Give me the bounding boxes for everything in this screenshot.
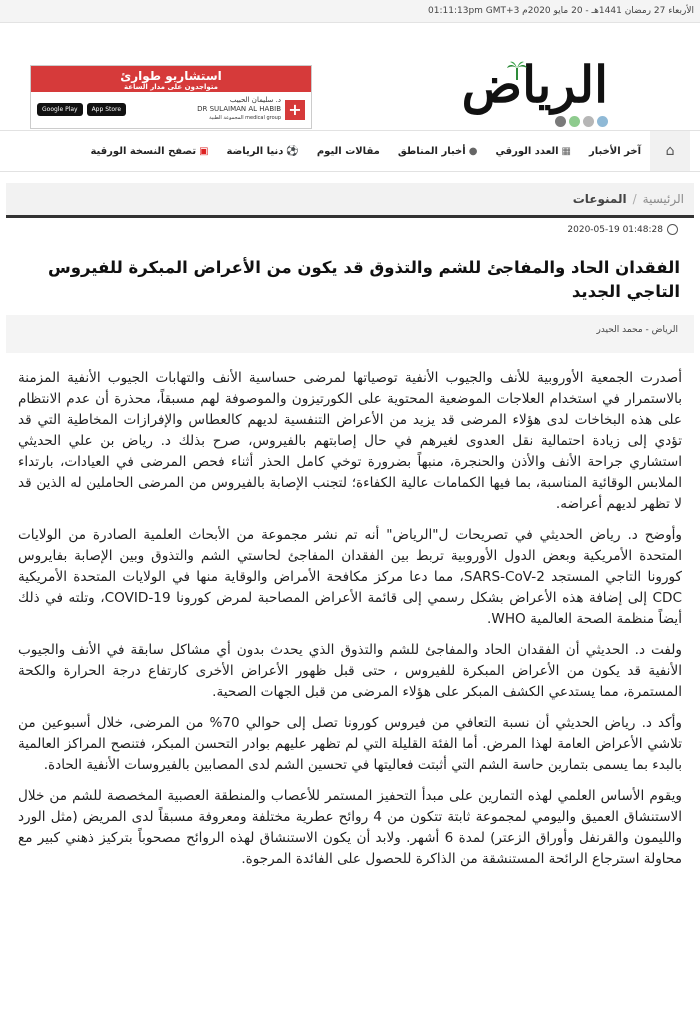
article-paragraph: ولفت د. الحديثي أن الفقدان الحاد والمفاجئ للشم والتذوق الذي يحدث بدون أي مشاكل سابقة في الأنف والجيوب الأنفية قد يكون من الأعراض المبكرة للفيروس ، حتى قبل ظهور الأعراض الأخرى كارتفاع درجة الحرارة والكحة المستمرة، مما يستدعي الكشف المبكر على هؤلاء المرضى من قبل الجهات الصحية. bbox=[18, 642, 682, 700]
clock-icon bbox=[667, 224, 678, 235]
app-store-badge[interactable]: App Store bbox=[87, 103, 127, 116]
home-icon[interactable]: ⌂ bbox=[650, 131, 690, 171]
hospital-name bbox=[197, 96, 281, 123]
google-play-badge[interactable]: Google Play bbox=[37, 103, 83, 116]
site-logo[interactable]: الرياض bbox=[461, 55, 608, 114]
article-paragraph: ويقوم الأساس العلمي لهذه التمارين على مبدأ التحفيز المستمر للأعصاب والمنطقة العصبية المخصصة للشم من خلال الاستنشاق العميق واليومي لمجموعة ثابتة تتكون من 4 روائح عطرية مختلفة ومعروفة مسبقاً لدى المريض (مثل الورد والليمون والقرنفل وأوراق الزعتر) لمدة 6 أشهر. ولابد أن يكون الاستنشاق لهذه الروائح مصحوباً بتركيز ذهني كبير مع محاولة استرجاع الرائحة المستنشقة من الذاكرة للحصول على الفائدة المرجوة. bbox=[18, 788, 683, 867]
medical-cross-icon: + bbox=[285, 100, 305, 120]
hospital-brand bbox=[197, 96, 305, 123]
top-date-bar bbox=[0, 0, 700, 23]
ad-subtitle: متواجدون على مدار الساعة bbox=[123, 83, 219, 91]
nav-item-latest-news[interactable] bbox=[580, 146, 650, 157]
article-date-text: 2020-05-19 01:48:28 bbox=[567, 224, 663, 235]
theme-dot-icon[interactable] bbox=[569, 116, 580, 127]
ad-banner bbox=[31, 66, 311, 92]
article-paragraph: وأكد د. رياض الحديثي أن نسبة التعافي من فيروس كورونا تصل إلى حوالي 70% من المرضى، خلال أسبوعين من تلاشي الأعراض العامة لهذا المرض. أما الفئة القليلة التي لم تظهر عليهم بوادر التحسن المبكر، فتنصح المراكز العالمية بالبدء بما يسمى بتمارين حاسة الشم التي أثبتت فعاليتها في تحسين الشم لدى المصابين بالفيروسات الأنفية الحادة. bbox=[18, 715, 682, 773]
theme-dot-icon[interactable] bbox=[555, 116, 566, 127]
article-title: الفقدان الحاد والمفاجئ للشم والتذوق قد يكون من الأعراض المبكرة للفيروس التاجي الجديد bbox=[47, 258, 680, 301]
article-date bbox=[567, 224, 678, 235]
nav-item-label: مقالات اليوم bbox=[316, 145, 380, 157]
ad-footer bbox=[31, 92, 311, 127]
nav-item-label: أخبار المناطق bbox=[397, 145, 466, 157]
theme-dot-icon[interactable] bbox=[583, 116, 594, 127]
nav-item-browse-paper[interactable] bbox=[81, 146, 217, 157]
hospital-advertisement[interactable] bbox=[30, 65, 312, 129]
byline-text: الرياض - محمد الحيدر bbox=[596, 325, 678, 335]
article-paragraph: وأوضح د. رياض الحديثي في تصريحات ل"الرياض" أنه تم نشر مجموعة من الأبحاث العلمية الصادرة من الولايات المتحدة الأمريكية وبعض الدول الأوروبية تربط بين الفقدان المفاجئ لحاستي الشم والتذوق وبين الإصابة بفايروس كورونا التاجي المستجد SARS-CoV-2، مما دعا مركز مكافحة الأمراض والوقاية منها في الولايات المتحدة الأمريكية CDC إلى إضافة هذه الأعراض بشكل رسمي إلى قائمة الأعراض المصاحبة لمرض كورونا COVID-19، وتلته في ذلك أيضاً منظمة الصحة العالمية WHO. bbox=[18, 527, 682, 627]
article-paragraph: أصدرت الجمعية الأوروبية للأنف والجيوب الأنفية توصياتها لمرضى حساسية الأنف والتهابات الجيوب الأنفية المزمنة بالاستمرار في استخدام العلاجات الموضعية المحتوية على الكورتيزون والموصوفة لهم مسبقاً، محذرة أن عدم الانتظام على هذه البخاخات لدى هؤلاء المرضى قد يزيد من الأعراض التنفسية لديهم كالعطاس والإفرازات المخاطية التي قد تؤدي إلى زيادة احتمالية نقل العدوى لغيرهم في حال إصابتهم بالفيروس، صرح بذلك د. رياض بن علي الحديثي استشاري جراحة الأنف والأذن والحنجرة، منبهاً بضرورة توخي كامل الحذر أثناء فحص المرضى في العيادات، بارتداء الملابس الوقائية المناسبة، بما فيها الكمامات عالية الكفاءة؛ لتجنب الإصابة بالفيروس من المرضى الحاملين له الذين قد لا تظهر لديهم أعراضه. bbox=[18, 370, 682, 512]
article-body bbox=[18, 368, 682, 880]
hospital-name-en: DR SULAIMAN AL HABIB bbox=[197, 105, 281, 113]
map-pin-icon: ● bbox=[468, 145, 478, 157]
site-header bbox=[0, 23, 700, 131]
hospital-tagline: medical group المجموعة الطبية bbox=[209, 115, 281, 121]
current-datetime: الأربعاء 27 رمضان 1441هـ - 20 مايو 2020م 01:11:13pm GMT+3 bbox=[428, 6, 694, 16]
palm-tree-icon bbox=[506, 59, 528, 81]
main-navigation bbox=[0, 130, 700, 172]
pdf-icon: ▣ bbox=[199, 145, 209, 157]
article-byline bbox=[6, 315, 694, 353]
theme-dot-icon[interactable] bbox=[597, 116, 608, 127]
nav-item-label: تصفح النسخة الورقية bbox=[90, 145, 197, 157]
nav-item-todays-articles[interactable] bbox=[308, 146, 389, 157]
breadcrumb-home-link[interactable]: الرئيسية bbox=[642, 192, 684, 206]
breadcrumb bbox=[6, 183, 694, 218]
nav-item-label: العدد الورقي bbox=[495, 145, 559, 157]
ad-title: استشاريو طوارئ bbox=[120, 69, 222, 83]
nav-item-sports[interactable] bbox=[218, 146, 308, 157]
breadcrumb-current[interactable]: المنوعات bbox=[572, 192, 627, 206]
theme-switcher bbox=[555, 116, 608, 127]
hospital-name-ar: د. سليمان الحبيب bbox=[229, 96, 281, 104]
nav-item-print-edition[interactable] bbox=[486, 146, 580, 157]
football-icon: ⚽ bbox=[286, 145, 299, 157]
nav-item-regions-news[interactable] bbox=[389, 146, 487, 157]
nav-item-label: آخر الأخبار bbox=[588, 145, 641, 157]
nav-item-label: دنيا الرياضة bbox=[226, 145, 284, 157]
breadcrumb-separator: / bbox=[632, 192, 637, 206]
newspaper-icon: ▦ bbox=[561, 145, 571, 157]
